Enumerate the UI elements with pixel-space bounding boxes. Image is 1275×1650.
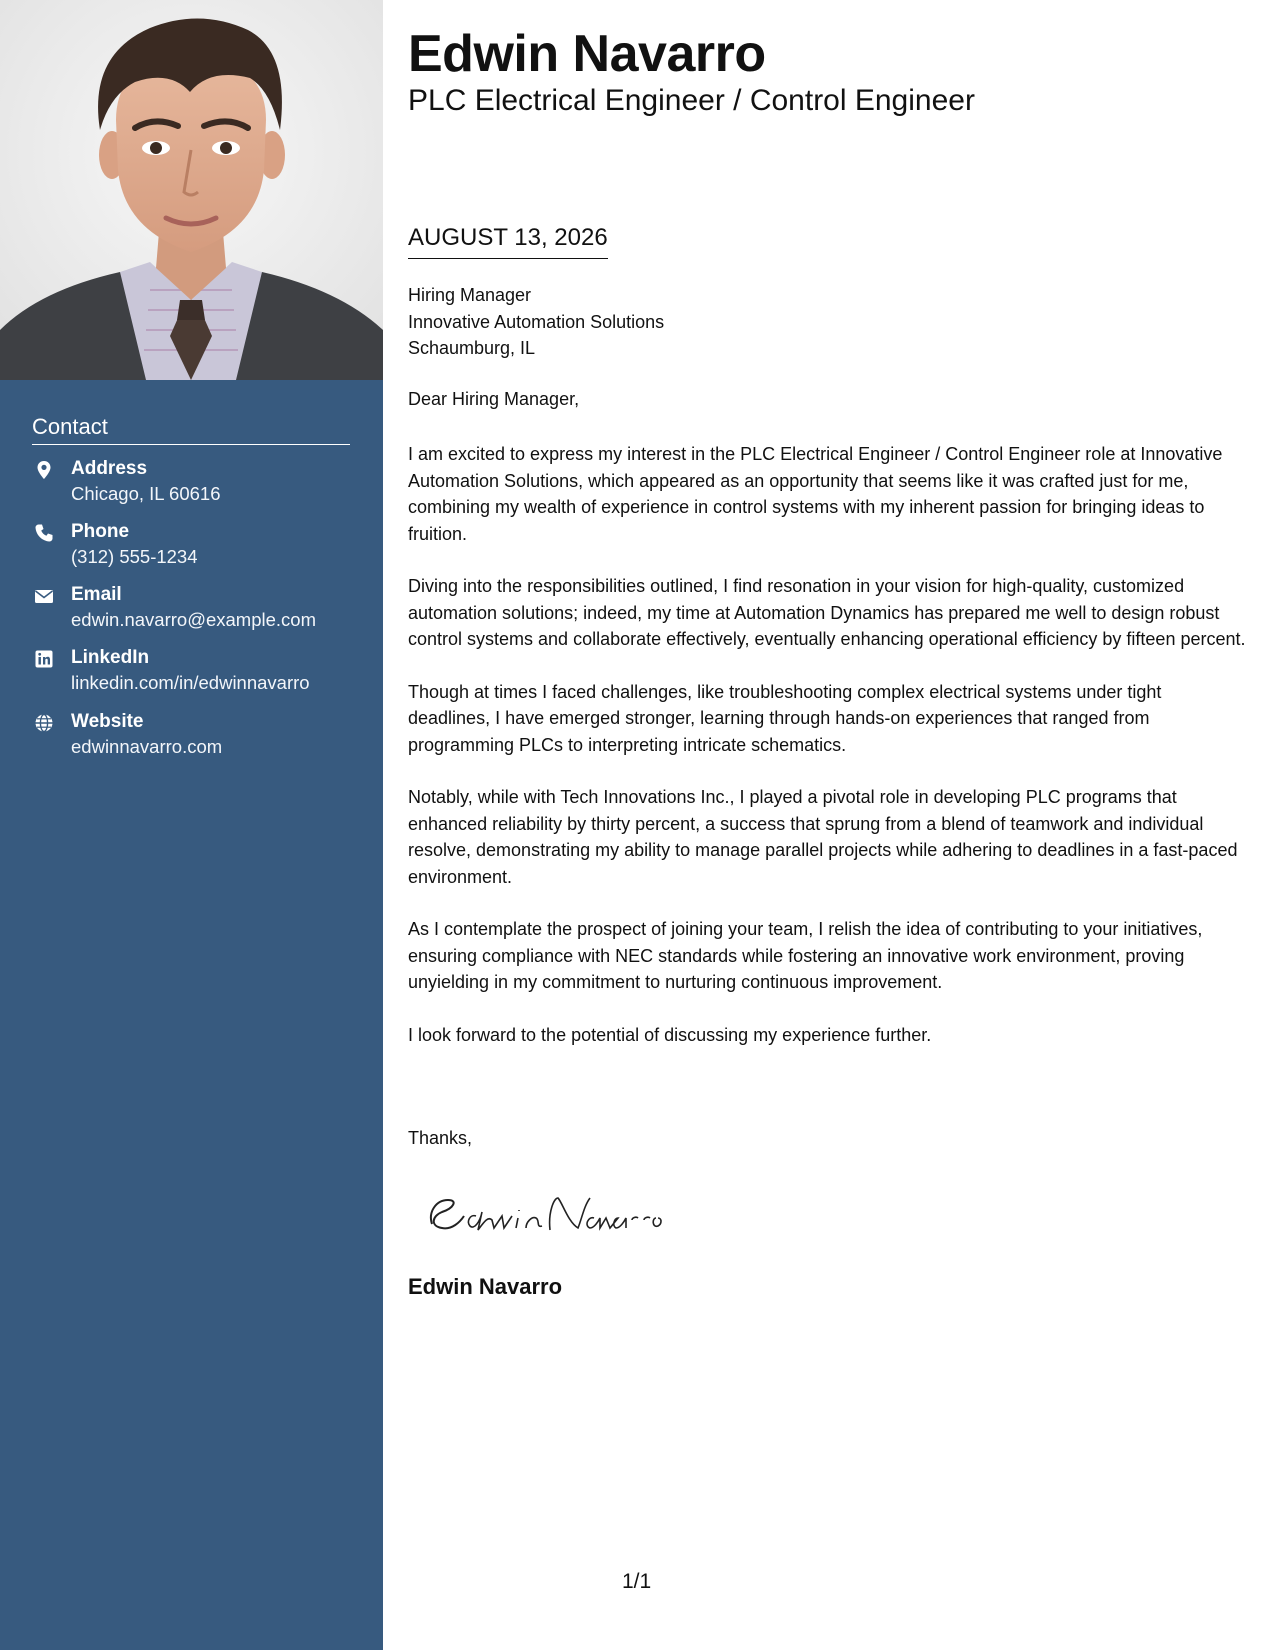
contact-label-website: Website: [71, 711, 144, 732]
globe-icon: [34, 713, 54, 733]
recipient-line: Schaumburg, IL: [408, 338, 536, 358]
linkedin-icon: [34, 649, 54, 669]
recipient-block: [408, 282, 664, 362]
body-paragraph: I am excited to express my interest in the PLC Electrical Engineer / Control Engineer role at Innovative Automation Solutions, which appeared as an opportunity that seems like it was crafted just for me, combining my wealth of experience in control systems with my inherent passion for bringing ideas to fruition.: [408, 444, 1223, 544]
envelope-icon: [34, 586, 54, 606]
profile-photo: [0, 0, 383, 380]
letter-body: [408, 441, 1246, 1074]
closing: Thanks,: [408, 1128, 473, 1148]
body-paragraph: As I contemplate the prospect of joining your team, I relish the idea of contributing to your initiatives, ensuring compliance with NEC standards while fostering an innovative work environment, proving unyielding in my commitment to nurturing continuous improvement.: [408, 919, 1203, 992]
handwritten-signature: [418, 1182, 668, 1242]
applicant-name: Edwin Navarro: [408, 25, 766, 83]
contact-heading: Contact: [32, 414, 350, 445]
sidebar: [0, 0, 383, 1650]
contact-value-website[interactable]: edwinnavarro.com: [71, 736, 223, 757]
contact-value-phone[interactable]: (312) 555-1234: [71, 546, 198, 567]
page-number: 1/1: [622, 1570, 652, 1593]
recipient-line: Innovative Automation Solutions: [408, 311, 665, 332]
salutation: Dear Hiring Manager,: [408, 389, 580, 409]
signed-name: Edwin Navarro: [408, 1274, 563, 1299]
contact-label-linkedin: LinkedIn: [71, 647, 150, 668]
contact-label-address: Address: [71, 458, 148, 479]
contact-label-phone: Phone: [71, 521, 130, 542]
letter-date: AUGUST 13, 2026: [408, 224, 608, 259]
recipient-line: Hiring Manager: [408, 285, 532, 305]
body-paragraph: I look forward to the potential of discussing my experience further.: [408, 1024, 932, 1045]
contact-value-address: Chicago, IL 60616: [71, 483, 221, 504]
phone-icon: [34, 523, 54, 543]
body-paragraph: Diving into the responsibilities outlined, I find resonation in your vision for high-quality, customized automation solutions; indeed, my time at Automation Dynamics has prepared me well to design robust control systems and collaborate effectively, eventually enhancing operational efficiency by fifteen percent.: [408, 576, 1246, 649]
applicant-title: PLC Electrical Engineer / Control Engineer: [408, 84, 975, 117]
body-paragraph: Notably, while with Tech Innovations Inc., I played a pivotal role in developing PLC programs that enhanced reliability by thirty percent, a success that sprung from a blend of teamwork and individual resolve, demonstrating my ability to manage parallel projects while adhering to deadlines in a fast-paced environment.: [408, 787, 1238, 887]
contact-value-email[interactable]: edwin.navarro@example.com: [71, 609, 316, 630]
contact-value-linkedin[interactable]: linkedin.com/in/edwinnavarro: [71, 672, 310, 693]
contact-label-email: Email: [71, 584, 122, 605]
map-pin-icon: [34, 460, 54, 480]
body-paragraph: Though at times I faced challenges, like troubleshooting complex electrical systems under tight deadlines, I have emerged stronger, learning through hands-on experiences that ranged from programming PLCs to interpreting intricate schematics.: [408, 681, 1162, 755]
